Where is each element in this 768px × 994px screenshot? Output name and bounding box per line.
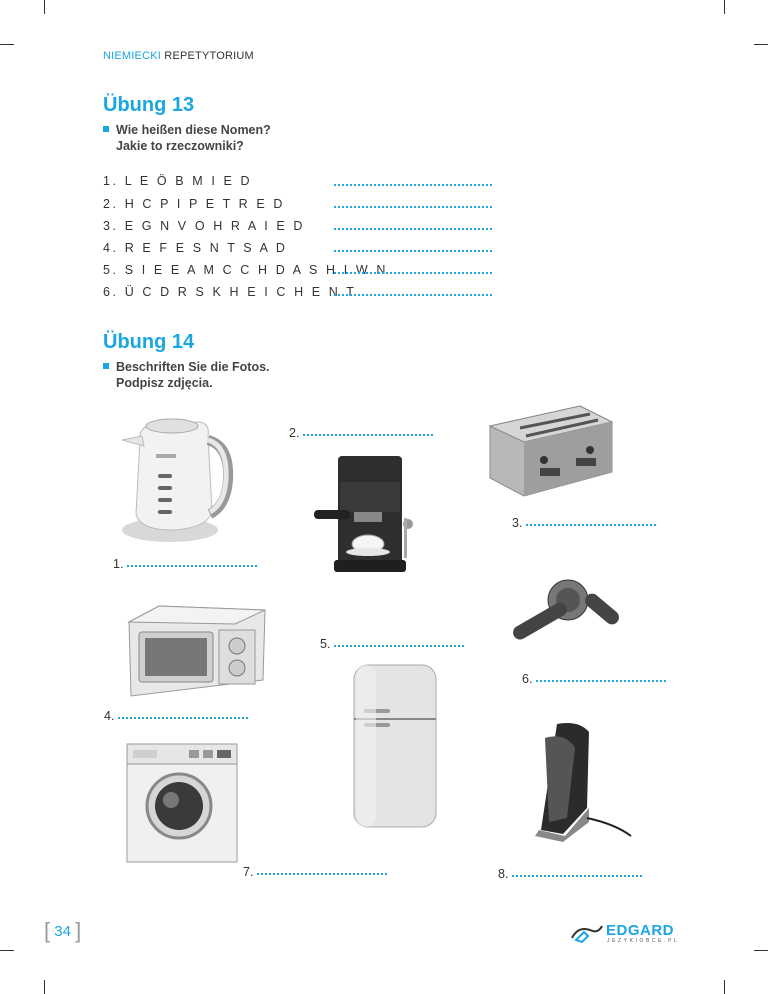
kettle-photo [110, 410, 240, 545]
espresso-machine-photo [310, 452, 425, 577]
instruction-pl: Jakie to rzeczowniki? [116, 139, 244, 153]
logo-text: EDGARD [606, 922, 675, 939]
page-number-value: 34 [54, 923, 71, 940]
scrambled-word: 2. H C P I P E T R E D [103, 197, 286, 211]
photo-label-5: 5. [320, 637, 464, 651]
exercise-13-instruction [103, 122, 271, 154]
answer-line[interactable] [334, 228, 492, 230]
photo-label-2: 2. [289, 426, 433, 440]
crop-mark [44, 980, 45, 994]
exercise-14-instruction [103, 359, 270, 391]
crop-mark [754, 950, 768, 951]
exercise-13-title: Übung 13 [103, 94, 195, 116]
bullet-icon [103, 363, 109, 369]
crop-mark [754, 44, 768, 45]
instruction-de: Wie heißen diese Nomen? [116, 123, 271, 137]
crop-mark [0, 44, 14, 45]
crop-mark [724, 0, 725, 14]
microwave-photo [125, 602, 270, 700]
crop-mark [0, 950, 14, 951]
instruction-pl: Podpisz zdjęcia. [116, 376, 213, 390]
answer-line[interactable] [334, 645, 464, 647]
header-book: REPETYTORIUM [164, 50, 254, 62]
photo-label-3: 3. [512, 516, 656, 530]
answer-line[interactable] [512, 875, 642, 877]
hair-dryer-photo [490, 572, 630, 654]
iron-photo [505, 718, 633, 843]
answer-line[interactable] [303, 434, 433, 436]
scrambled-word: 3. E G N V O H R A I E D [103, 219, 306, 233]
scrambled-word: 6. Ü C D R S K H E I C H E N T [103, 285, 357, 299]
fridge-photo [350, 663, 440, 831]
logo-subtext: JEZYKIOBCE.PL [607, 938, 680, 944]
page-number: [ 34 ] [44, 918, 82, 943]
answer-line[interactable] [257, 873, 387, 875]
page-header [103, 50, 254, 62]
answer-line[interactable] [334, 206, 492, 208]
answer-line[interactable] [118, 717, 248, 719]
photo-label-6: 6. [522, 672, 666, 686]
instruction-de: Beschriften Sie die Fotos. [116, 360, 270, 374]
scrambled-word: 1. L E Ö B M I E D [103, 174, 253, 188]
washing-machine-photo [123, 740, 241, 865]
answer-line[interactable] [334, 250, 492, 252]
answer-line[interactable] [334, 272, 492, 274]
answer-line[interactable] [334, 294, 492, 296]
crop-mark [44, 0, 45, 14]
photo-label-1: 1. [113, 557, 257, 571]
scrambled-word: 4. R E F E S N T S A D [103, 241, 288, 255]
answer-line[interactable] [334, 184, 492, 186]
answer-line[interactable] [526, 524, 656, 526]
exercise-14-title: Übung 14 [103, 331, 195, 353]
edgard-logo-icon [570, 920, 604, 944]
answer-line[interactable] [127, 565, 257, 567]
scrambled-word: 5. S I E E A M C C H D A S H I W N [103, 263, 388, 277]
crop-mark [724, 980, 725, 994]
photo-label-8: 8. [498, 867, 642, 881]
photo-label-4: 4. [104, 709, 248, 723]
header-subject: NIEMIECKI [103, 50, 162, 62]
photo-label-7: 7. [243, 865, 387, 879]
answer-line[interactable] [536, 680, 666, 682]
toaster-photo [480, 398, 620, 500]
bullet-icon [103, 126, 109, 132]
